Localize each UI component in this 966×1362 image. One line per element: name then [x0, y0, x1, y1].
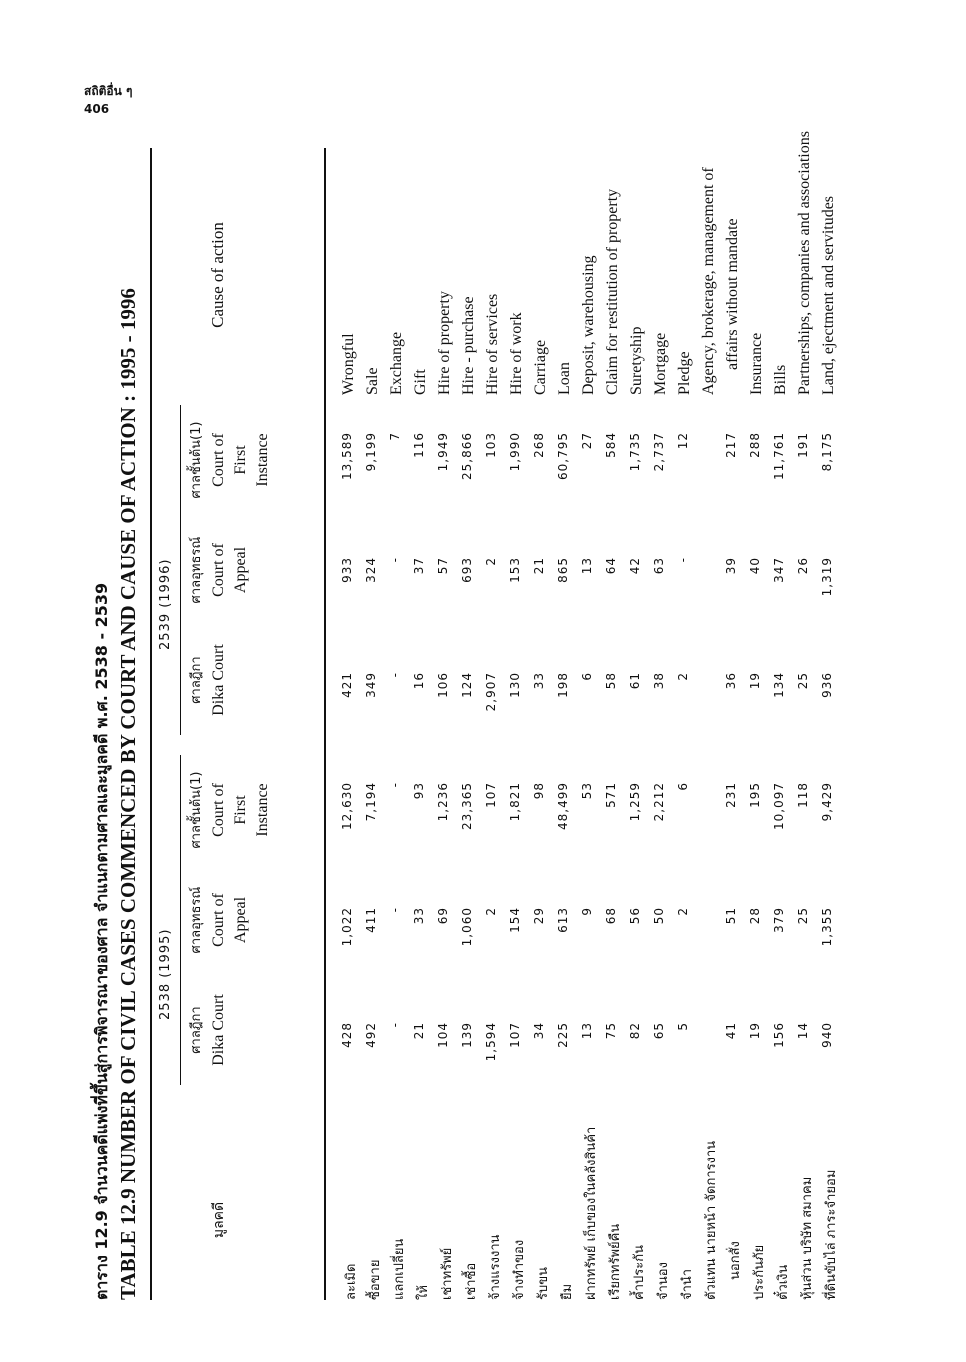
row-thai: เรียกทรัพย์คืน	[608, 1223, 623, 1300]
cell-first-1996: 268	[532, 432, 546, 458]
cell-dika-1996: 2	[676, 672, 690, 681]
row-thai: ละเมิด	[344, 1263, 359, 1300]
cell-first-1996: 2,737	[652, 432, 666, 472]
row-english: Hire of work	[508, 312, 525, 395]
header-appeal-english-1: Court of	[210, 893, 227, 947]
cell-dika-1995: 41	[724, 1022, 738, 1040]
cell-appeal-1996: 42	[628, 557, 642, 575]
cell-dika-1995: 104	[436, 1022, 450, 1048]
header-year-1995: 2538 (1995)	[158, 928, 173, 1020]
row-english: Pledge	[676, 351, 693, 395]
cell-dika-1996: 124	[460, 672, 474, 698]
cell-dika-1995: 1,594	[484, 1022, 498, 1062]
row-english: Wrongful	[340, 333, 357, 395]
table-row	[364, 148, 388, 1300]
row-english: Exchange	[388, 331, 405, 395]
cell-appeal-1995: 68	[604, 907, 618, 925]
header-first-instance-english-1: Court of	[210, 433, 227, 487]
cell-first-1995: 195	[748, 782, 762, 808]
cell-appeal-1995: 1,022	[340, 907, 354, 947]
cell-dika-1995: 139	[460, 1022, 474, 1048]
row-thai: หุ้นส่วน บริษัท สมาคม	[800, 1176, 815, 1300]
cell-first-1995: 93	[412, 782, 426, 800]
cell-dika-1996: 421	[340, 672, 354, 698]
cell-appeal-1995: 56	[628, 907, 642, 925]
row-thai: นอกสั่ง	[728, 1241, 743, 1280]
header-appeal-thai: ศาลอุทธรณ์	[189, 886, 204, 954]
cell-appeal-1995: 25	[796, 907, 810, 925]
cell-appeal-1996: -	[388, 557, 402, 563]
cell-first-1995: 1,236	[436, 782, 450, 822]
table-row	[724, 148, 748, 1300]
cell-appeal-1995: 51	[724, 907, 738, 925]
table-row	[340, 148, 364, 1300]
header-dika-1995	[186, 975, 230, 1085]
cell-first-1996: 1,990	[508, 432, 522, 472]
row-thai: แลกเปลี่ยน	[392, 1238, 407, 1300]
table-row	[700, 148, 724, 1300]
row-english: affairs without mandate	[724, 218, 741, 370]
cell-appeal-1996: 13	[580, 557, 594, 575]
cell-appeal-1995: 69	[436, 907, 450, 925]
cell-dika-1995: 21	[412, 1022, 426, 1040]
header-dika-english: Dika Court	[210, 644, 227, 716]
cell-appeal-1996: 693	[460, 557, 474, 583]
cell-appeal-1996: 26	[796, 557, 810, 575]
cell-first-1996: 27	[580, 432, 594, 450]
cell-first-1996: 13,589	[340, 432, 354, 480]
row-english: Deposit, warehousing	[580, 255, 597, 395]
cell-appeal-1996: 37	[412, 557, 426, 575]
row-thai: เช่าทรัพย์	[440, 1247, 455, 1300]
cell-first-1995: 53	[580, 782, 594, 800]
cell-dika-1996: 349	[364, 672, 378, 698]
header-appeal-thai: ศาลอุทธรณ์	[189, 536, 204, 604]
cell-dika-1996: 36	[724, 672, 738, 690]
header-cause-thai: มูลคดี	[211, 1201, 227, 1239]
row-thai: จำนำ	[680, 1268, 695, 1300]
cell-first-1995: -	[388, 782, 402, 788]
cell-dika-1996: 936	[820, 672, 834, 698]
cell-appeal-1996: 865	[556, 557, 570, 583]
cell-appeal-1996: 40	[748, 557, 762, 575]
cell-appeal-1996: 64	[604, 557, 618, 575]
cell-dika-1995: 65	[652, 1022, 666, 1040]
rotated-table-page	[90, 10, 930, 1300]
row-english: Carriage	[532, 339, 549, 395]
cell-first-1996: 60,795	[556, 432, 570, 480]
cell-dika-1995: 14	[796, 1022, 810, 1040]
cell-appeal-1996: 39	[724, 557, 738, 575]
table-row	[580, 148, 604, 1300]
cell-first-1996: 116	[412, 432, 426, 458]
cell-appeal-1995: 154	[508, 907, 522, 933]
cell-first-1996: 1,735	[628, 432, 642, 472]
cell-dika-1996: 58	[604, 672, 618, 690]
row-thai: จ้างทำของ	[512, 1239, 527, 1300]
header-appeal-english-2: Appeal	[232, 896, 249, 944]
table-row	[748, 148, 772, 1300]
cell-dika-1996: 198	[556, 672, 570, 698]
table-row	[412, 148, 436, 1300]
cell-first-1995: 9,429	[820, 782, 834, 822]
cell-appeal-1996: -	[676, 557, 690, 563]
cell-dika-1995: 13	[580, 1022, 594, 1040]
row-thai: รับขน	[536, 1266, 551, 1300]
table-row	[508, 148, 532, 1300]
header-year-1995-line	[180, 755, 181, 1085]
cell-appeal-1996: 57	[436, 557, 450, 575]
cell-first-1995: 12,630	[340, 782, 354, 830]
row-thai: ยืม	[560, 1283, 575, 1300]
row-english: Loan	[556, 362, 573, 395]
cell-first-1996: 288	[748, 432, 762, 458]
table-row	[532, 148, 556, 1300]
header-bottom-rule	[324, 148, 326, 1300]
table-row	[556, 148, 580, 1300]
header-first-instance-thai: ศาลชั้นต้น(1)	[189, 421, 204, 499]
row-thai: ที่ดินขับไล่ ภาระจำยอม	[824, 1169, 839, 1300]
cell-dika-1995: 5	[676, 1022, 690, 1031]
cell-dika-1995: 75	[604, 1022, 618, 1040]
cell-first-1995: 10,097	[772, 782, 786, 830]
cell-appeal-1996: 2	[484, 557, 498, 566]
cell-first-1996: 103	[484, 432, 498, 458]
cell-dika-1995: 225	[556, 1022, 570, 1048]
cell-appeal-1995: 28	[748, 907, 762, 925]
cell-dika-1995: 428	[340, 1022, 354, 1048]
cell-dika-1995: 492	[364, 1022, 378, 1048]
cell-appeal-1996: 933	[340, 557, 354, 583]
header-appeal-1995	[186, 865, 252, 975]
cell-first-1995: 571	[604, 782, 618, 808]
cell-appeal-1996: 1,319	[820, 557, 834, 597]
header-dika-1996	[186, 625, 230, 735]
cell-dika-1996: 38	[652, 672, 666, 690]
cell-first-1995: 118	[796, 782, 810, 808]
row-thai: ค้ำประกัน	[632, 1245, 647, 1300]
header-year-1996: 2539 (1996)	[158, 558, 173, 650]
cell-dika-1996: 61	[628, 672, 642, 690]
table-title-thai-text: ตาราง 12.9 จำนวนคดีแพ่งที่ขึ้นสู่การพิจารณาของศาล จำแนกตามศาลและมูลคดี พ.ศ. 2538 - 2539	[92, 582, 111, 1300]
cell-dika-1996: 19	[748, 672, 762, 690]
cell-appeal-1995: 9	[580, 907, 594, 916]
row-english: Hire - purchase	[460, 296, 477, 395]
header-first-instance-english-3: Instance	[254, 783, 271, 837]
row-english: Sale	[364, 367, 381, 395]
cell-first-1996: 12	[676, 432, 690, 450]
cell-dika-1995: -	[388, 1022, 402, 1028]
table-row	[484, 148, 508, 1300]
row-thai: ตัวแทน นายหน้า จัดการงาน	[704, 1140, 719, 1300]
table-row	[676, 148, 700, 1300]
row-thai: ให้	[416, 1285, 431, 1300]
row-thai: จ้างแรงงาน	[488, 1234, 503, 1300]
row-english: Bills	[772, 364, 789, 395]
cell-dika-1996: 2,907	[484, 672, 498, 712]
header-first-instance-1995	[186, 755, 274, 865]
cell-first-1995: 7,194	[364, 782, 378, 822]
table-row	[460, 148, 484, 1300]
header-cause-english: Cause of action	[208, 222, 227, 328]
cell-first-1996: 9,199	[364, 432, 378, 472]
table-row	[604, 148, 628, 1300]
row-english: Mortgage	[652, 332, 669, 395]
cell-dika-1996: -	[388, 672, 402, 678]
cell-appeal-1995: 29	[532, 907, 546, 925]
cell-first-1995: 107	[484, 782, 498, 808]
cell-dika-1995: 107	[508, 1022, 522, 1048]
table-row	[436, 148, 460, 1300]
row-thai: ประกันภัย	[752, 1244, 767, 1300]
row-english: Hire of services	[484, 293, 501, 395]
row-english: Partnerships, companies and associations	[796, 131, 813, 395]
row-english: Hire of property	[436, 291, 453, 395]
cell-first-1996: 584	[604, 432, 618, 458]
cell-appeal-1996: 347	[772, 557, 786, 583]
table-row	[652, 148, 676, 1300]
row-english: Claim for restitution of property	[604, 188, 621, 395]
row-english: Agency, brokerage, management of	[700, 167, 717, 395]
cell-first-1995: 98	[532, 782, 546, 800]
table-row	[388, 148, 412, 1300]
cell-first-1996: 1,949	[436, 432, 450, 472]
header-dika-english: Dika Court	[210, 994, 227, 1066]
row-thai: ฝากทรัพย์ เก็บของในคลังสินค้า	[584, 1126, 599, 1300]
cell-appeal-1995: 2	[676, 907, 690, 916]
cell-first-1996: 8,175	[820, 432, 834, 472]
cell-dika-1995: 34	[532, 1022, 546, 1040]
row-thai: ซื้อขาย	[368, 1259, 383, 1300]
cell-appeal-1996: 324	[364, 557, 378, 583]
cell-first-1996: 191	[796, 432, 810, 458]
cell-first-1996: 7	[388, 432, 402, 441]
cell-dika-1996: 134	[772, 672, 786, 698]
cell-first-1995: 23,365	[460, 782, 474, 830]
cell-appeal-1995: 1,060	[460, 907, 474, 947]
table-row	[796, 131, 820, 1300]
row-thai: ตั๋วเงิน	[776, 1264, 791, 1300]
top-rule	[150, 148, 152, 1300]
header-first-instance-english-1: Court of	[210, 783, 227, 837]
cell-dika-1996: 25	[796, 672, 810, 690]
cell-dika-1996: 33	[532, 672, 546, 690]
cell-first-1995: 48,499	[556, 782, 570, 830]
cell-dika-1996: 106	[436, 672, 450, 698]
row-english: Land, ejectment and servitudes	[820, 195, 837, 395]
page-number: 406	[84, 102, 110, 116]
cell-dika-1996: 6	[580, 672, 594, 681]
header-dika-thai: ศาลฎีกา	[189, 656, 204, 704]
header-appeal-english-2: Appeal	[232, 546, 249, 594]
cell-first-1996: 25,866	[460, 432, 474, 480]
table-title-thai	[90, 583, 115, 1300]
cell-dika-1995: 82	[628, 1022, 642, 1040]
header-first-instance-1996	[186, 405, 274, 515]
cell-appeal-1995: 613	[556, 907, 570, 933]
cell-appeal-1996: 153	[508, 557, 522, 583]
row-thai: เช่าซื้อ	[464, 1262, 479, 1300]
cell-first-1995: 1,821	[508, 782, 522, 822]
cell-dika-1995: 940	[820, 1022, 834, 1048]
cell-first-1995: 231	[724, 782, 738, 808]
cell-appeal-1996: 63	[652, 557, 666, 575]
table-row	[628, 148, 652, 1300]
cell-appeal-1995: 411	[364, 907, 378, 933]
table-row	[772, 148, 796, 1300]
cell-first-1995: 6	[676, 782, 690, 791]
header-first-instance-english-3: Instance	[254, 433, 271, 487]
row-thai: จำนอง	[656, 1262, 671, 1300]
cell-first-1995: 2,212	[652, 782, 666, 822]
cell-first-1996: 11,761	[772, 432, 786, 480]
header-first-instance-english-2: First	[232, 445, 249, 475]
header-appeal-english-1: Court of	[210, 543, 227, 597]
header-first-instance-thai: ศาลชั้นต้น(1)	[189, 771, 204, 849]
header-dika-thai: ศาลฎีกา	[189, 1006, 204, 1054]
table-title-english: TABLE 12.9 NUMBER OF CIVIL CASES COMMENCED BY COURT AND CAUSE OF ACTION : 1995 - 1996	[116, 288, 140, 1300]
cell-appeal-1995: 379	[772, 907, 786, 933]
cell-dika-1996: 16	[412, 672, 426, 690]
header-first-instance-english-2: First	[232, 795, 249, 825]
cell-first-1996: 217	[724, 432, 738, 458]
cell-appeal-1995: 33	[412, 907, 426, 925]
cell-dika-1995: 156	[772, 1022, 786, 1048]
cell-dika-1995: 19	[748, 1022, 762, 1040]
header-year-1996-line	[180, 405, 181, 735]
cell-appeal-1995: -	[388, 907, 402, 913]
table-row	[820, 148, 844, 1300]
row-english: Gift	[412, 369, 429, 395]
row-english: Insurance	[748, 332, 765, 395]
section-title: สถิติอื่น ๆ	[84, 84, 133, 98]
cell-appeal-1996: 21	[532, 557, 546, 575]
cell-appeal-1995: 50	[652, 907, 666, 925]
cell-first-1995: 1,259	[628, 782, 642, 822]
header-appeal-1996	[186, 515, 252, 625]
row-english: Suretyship	[628, 326, 645, 395]
cell-dika-1996: 130	[508, 672, 522, 698]
cell-appeal-1995: 2	[484, 907, 498, 916]
cell-appeal-1995: 1,355	[820, 907, 834, 947]
